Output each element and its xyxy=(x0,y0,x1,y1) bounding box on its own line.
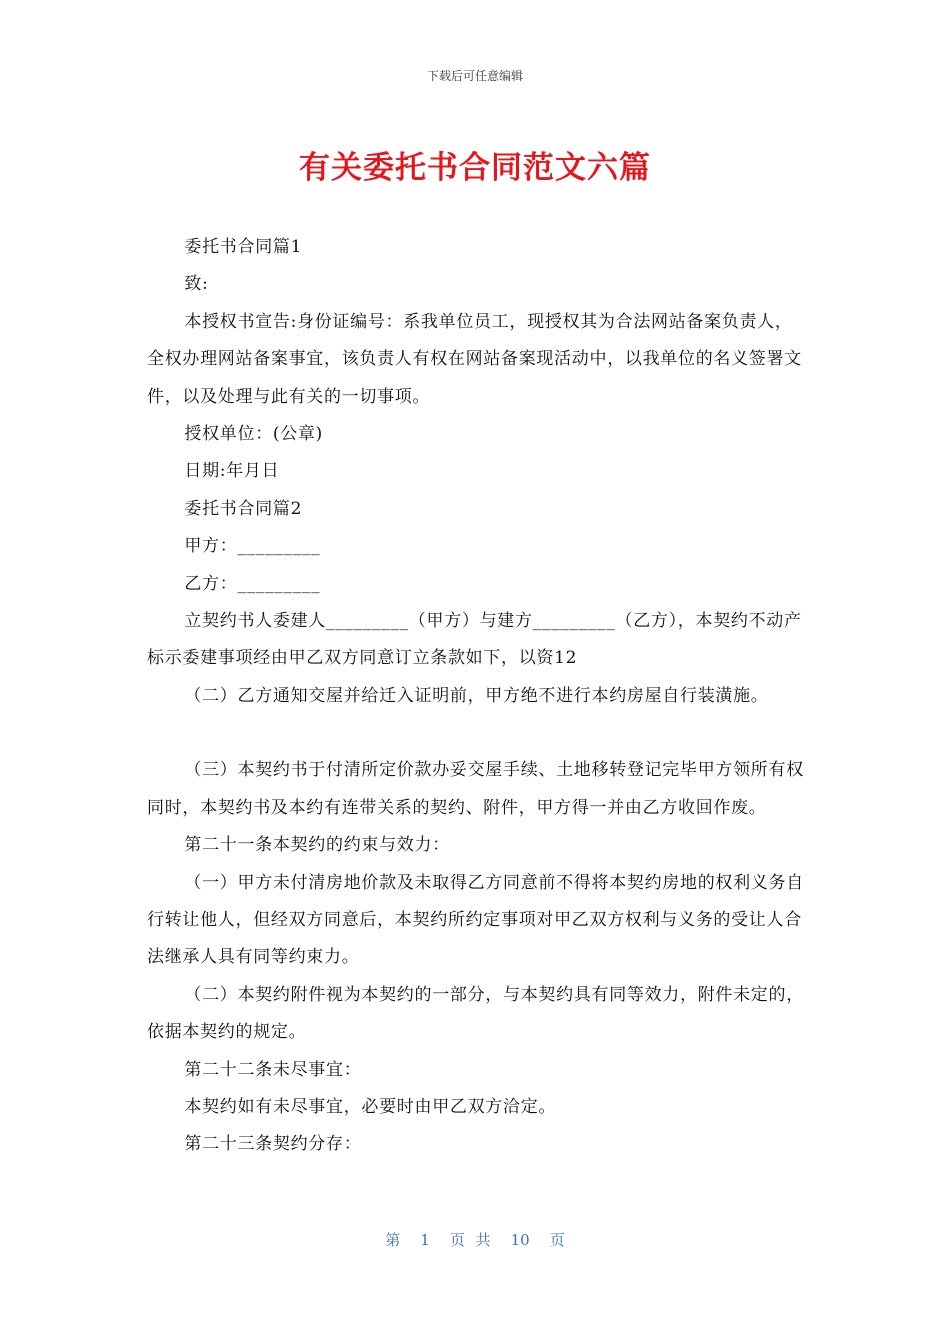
paragraph: 本授权书宣告:身份证编号：系我单位员工，现授权其为合法网站备案负责人，全权办理网站备案事宜，该负责人有权在网站备案现活动中，以我单位的名义签署文件，以及处理与此有关的一切事项。 xyxy=(147,311,802,407)
paragraph: 致: xyxy=(184,274,209,295)
paragraph: 日期:年月日 xyxy=(184,461,280,482)
paragraph: （一）甲方未付清房地价款及未取得乙方同意前不得将本契约房地的权利义务自行转让他人，但经双方同意后，本契约所约定事项对甲乙双方权利与义务的受让人合法继承人具有同等约束力。 xyxy=(147,872,804,968)
document-title: 有关委托书合同范文六篇 xyxy=(299,150,651,186)
document-body xyxy=(147,229,807,1164)
page-footer xyxy=(0,1229,950,1250)
paragraph: 委托书合同篇2 xyxy=(184,498,303,519)
header-note: 下载后可任意编辑 xyxy=(426,69,523,83)
paragraph: 第二十三条契约分存： xyxy=(184,1134,362,1155)
paragraph: 立契约书人委建人_________（甲方）与建方_________（乙方），本契约不动产标示委建事项经由甲乙双方同意订立条款如下，以资12 xyxy=(147,611,802,669)
paragraph: 乙方：_________ xyxy=(184,573,321,594)
paragraph: 甲方：_________ xyxy=(184,536,321,557)
paragraph: （二）乙方通知交屋并给迁入证明前，甲方绝不进行本约房屋自行装潢施。 xyxy=(184,685,769,706)
footer-prefix: 第 xyxy=(385,1231,401,1249)
footer-suffix: 页 xyxy=(549,1231,565,1249)
paragraph: 委托书合同篇1 xyxy=(184,237,303,257)
paragraph: （三）本契约书于付清所定价款办妥交屋手续、土地移转登记完毕甲方领所有权同时，本契约书及本约有连带关系的契约、附件，甲方得一并由乙方收回作废。 xyxy=(147,760,804,818)
paragraph: 第二十一条本契约的约束与效力： xyxy=(184,835,450,856)
paragraph: 本契约如有未尽事宜，必要时由甲乙双方洽定。 xyxy=(184,1096,557,1117)
total-pages-number: 10 xyxy=(510,1231,530,1249)
paragraph: 授权单位：(公章) xyxy=(184,424,323,445)
paragraph-spacer xyxy=(147,715,807,752)
paragraph: （二）本契约附件视为本契约的一部分，与本契约具有同等效力，附件未定的，依据本契约的规定。 xyxy=(147,984,804,1043)
current-page-number: 1 xyxy=(420,1231,430,1249)
footer-middle: 页 共 xyxy=(449,1231,491,1249)
paragraph: 第二十二条未尽事宜： xyxy=(184,1059,362,1080)
